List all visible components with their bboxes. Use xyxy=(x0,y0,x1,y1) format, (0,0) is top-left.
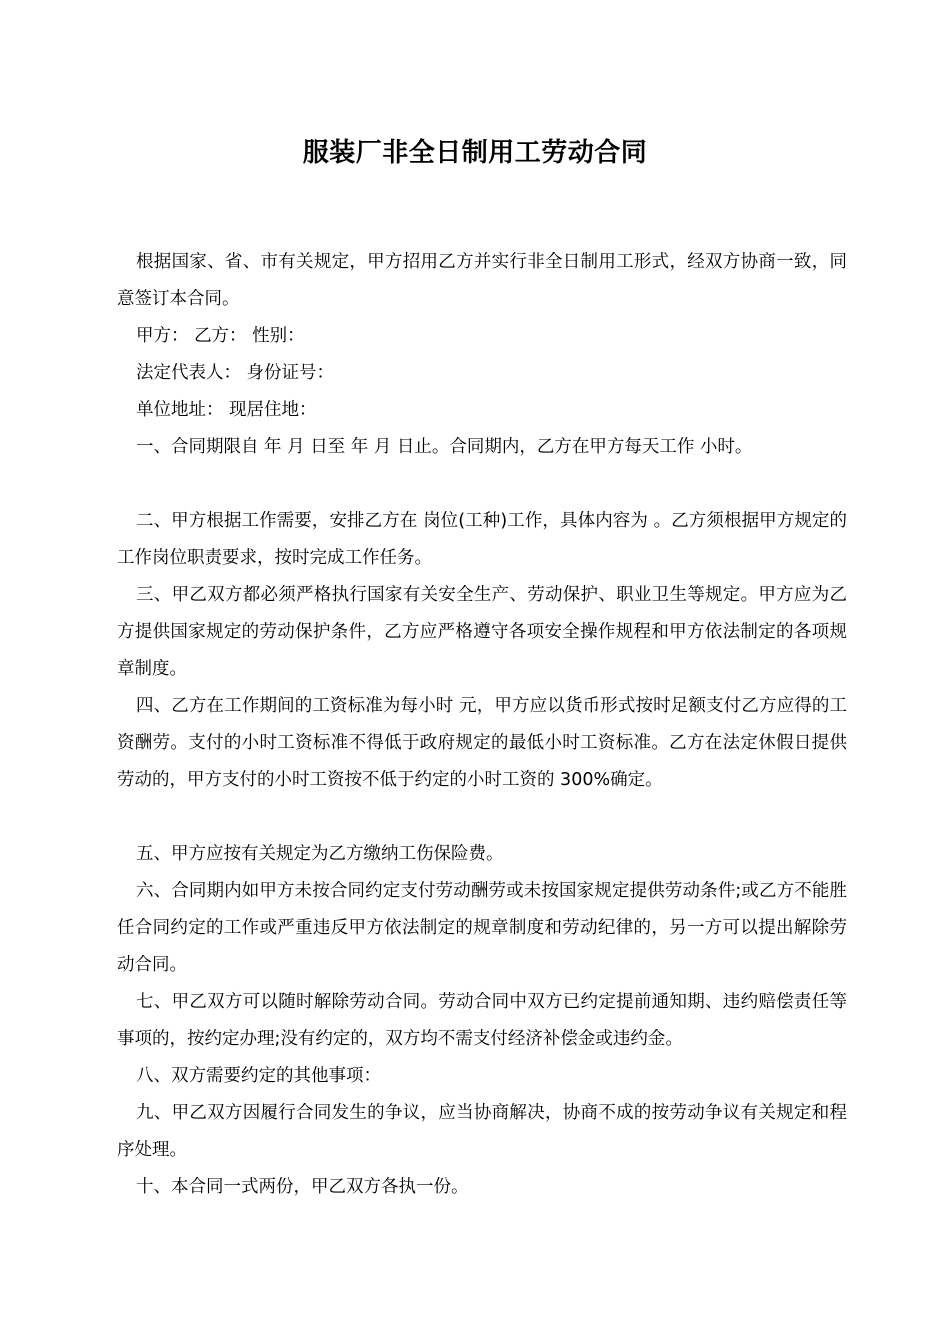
clause-2: 二、甲方根据工作需要，安排乙方在 岗位(工种)工作，具体内容为 。乙方须根据甲方规定的工作岗位职责要求，按时完成工作任务。 xyxy=(117,511,847,568)
document-body xyxy=(117,244,847,1206)
clause-8: 八、双方需要约定的其他事项： xyxy=(136,1066,381,1086)
clause-1: 一、合同期限自 年 月 日至 年 月 日止。合同期内，乙方在甲方每天工作 小时。 xyxy=(136,437,753,457)
blank-line xyxy=(117,466,847,503)
blank-line xyxy=(117,799,847,836)
clause-5: 五、甲方应按有关规定为乙方缴纳工伤保险费。 xyxy=(136,844,504,864)
clause-7: 七、甲乙双方可以随时解除劳动合同。劳动合同中双方已约定提前通知期、违约赔偿责任等事项的，按约定办理;没有约定的，双方均不需支付经济补偿金或违约金。 xyxy=(117,992,847,1049)
document-title: 服装厂非全日制用工劳动合同 xyxy=(302,138,648,168)
clause-9: 九、甲乙双方因履行合同发生的争议，应当协商解决，协商不成的按劳动争议有关规定和程序处理。 xyxy=(117,1103,847,1160)
clause-3: 三、甲乙双方都必须严格执行国家有关安全生产、劳动保护、职业卫生等规定。甲方应为乙方提供国家规定的劳动保护条件，乙方应严格遵守各项安全操作规程和甲方依法制定的各项规章制度。 xyxy=(117,585,847,679)
paragraph-legal-rep: 法定代表人： 身份证号： xyxy=(136,363,335,383)
clause-4: 四、乙方在工作期间的工资标准为每小时 元，甲方应以货币形式按时足额支付乙方应得的工资酬劳。支付的小时工资标准不得低于政府规定的最低小时工资标准。乙方在法定休假日提供劳动的，甲方支付的小时工资按不低于约定的小时工资的 300%确定。 xyxy=(117,696,847,790)
clause-10: 十、本合同一式两份，甲乙双方各执一份。 xyxy=(136,1177,469,1197)
paragraph-parties: 甲方： 乙方： 性别： xyxy=(136,326,305,346)
clause-6: 六、合同期内如甲方未按合同约定支付劳动酬劳或未按国家规定提供劳动条件;或乙方不能胜任合同约定的工作或严重违反甲方依法制定的规章制度和劳动纪律的，另一方可以提出解除劳动合同。 xyxy=(117,881,847,975)
paragraph-address: 单位地址： 现居住地： xyxy=(136,400,317,420)
paragraph-intro: 根据国家、省、市有关规定，甲方招用乙方并实行非全日制用工形式，经双方协商一致，同意签订本合同。 xyxy=(117,252,847,309)
